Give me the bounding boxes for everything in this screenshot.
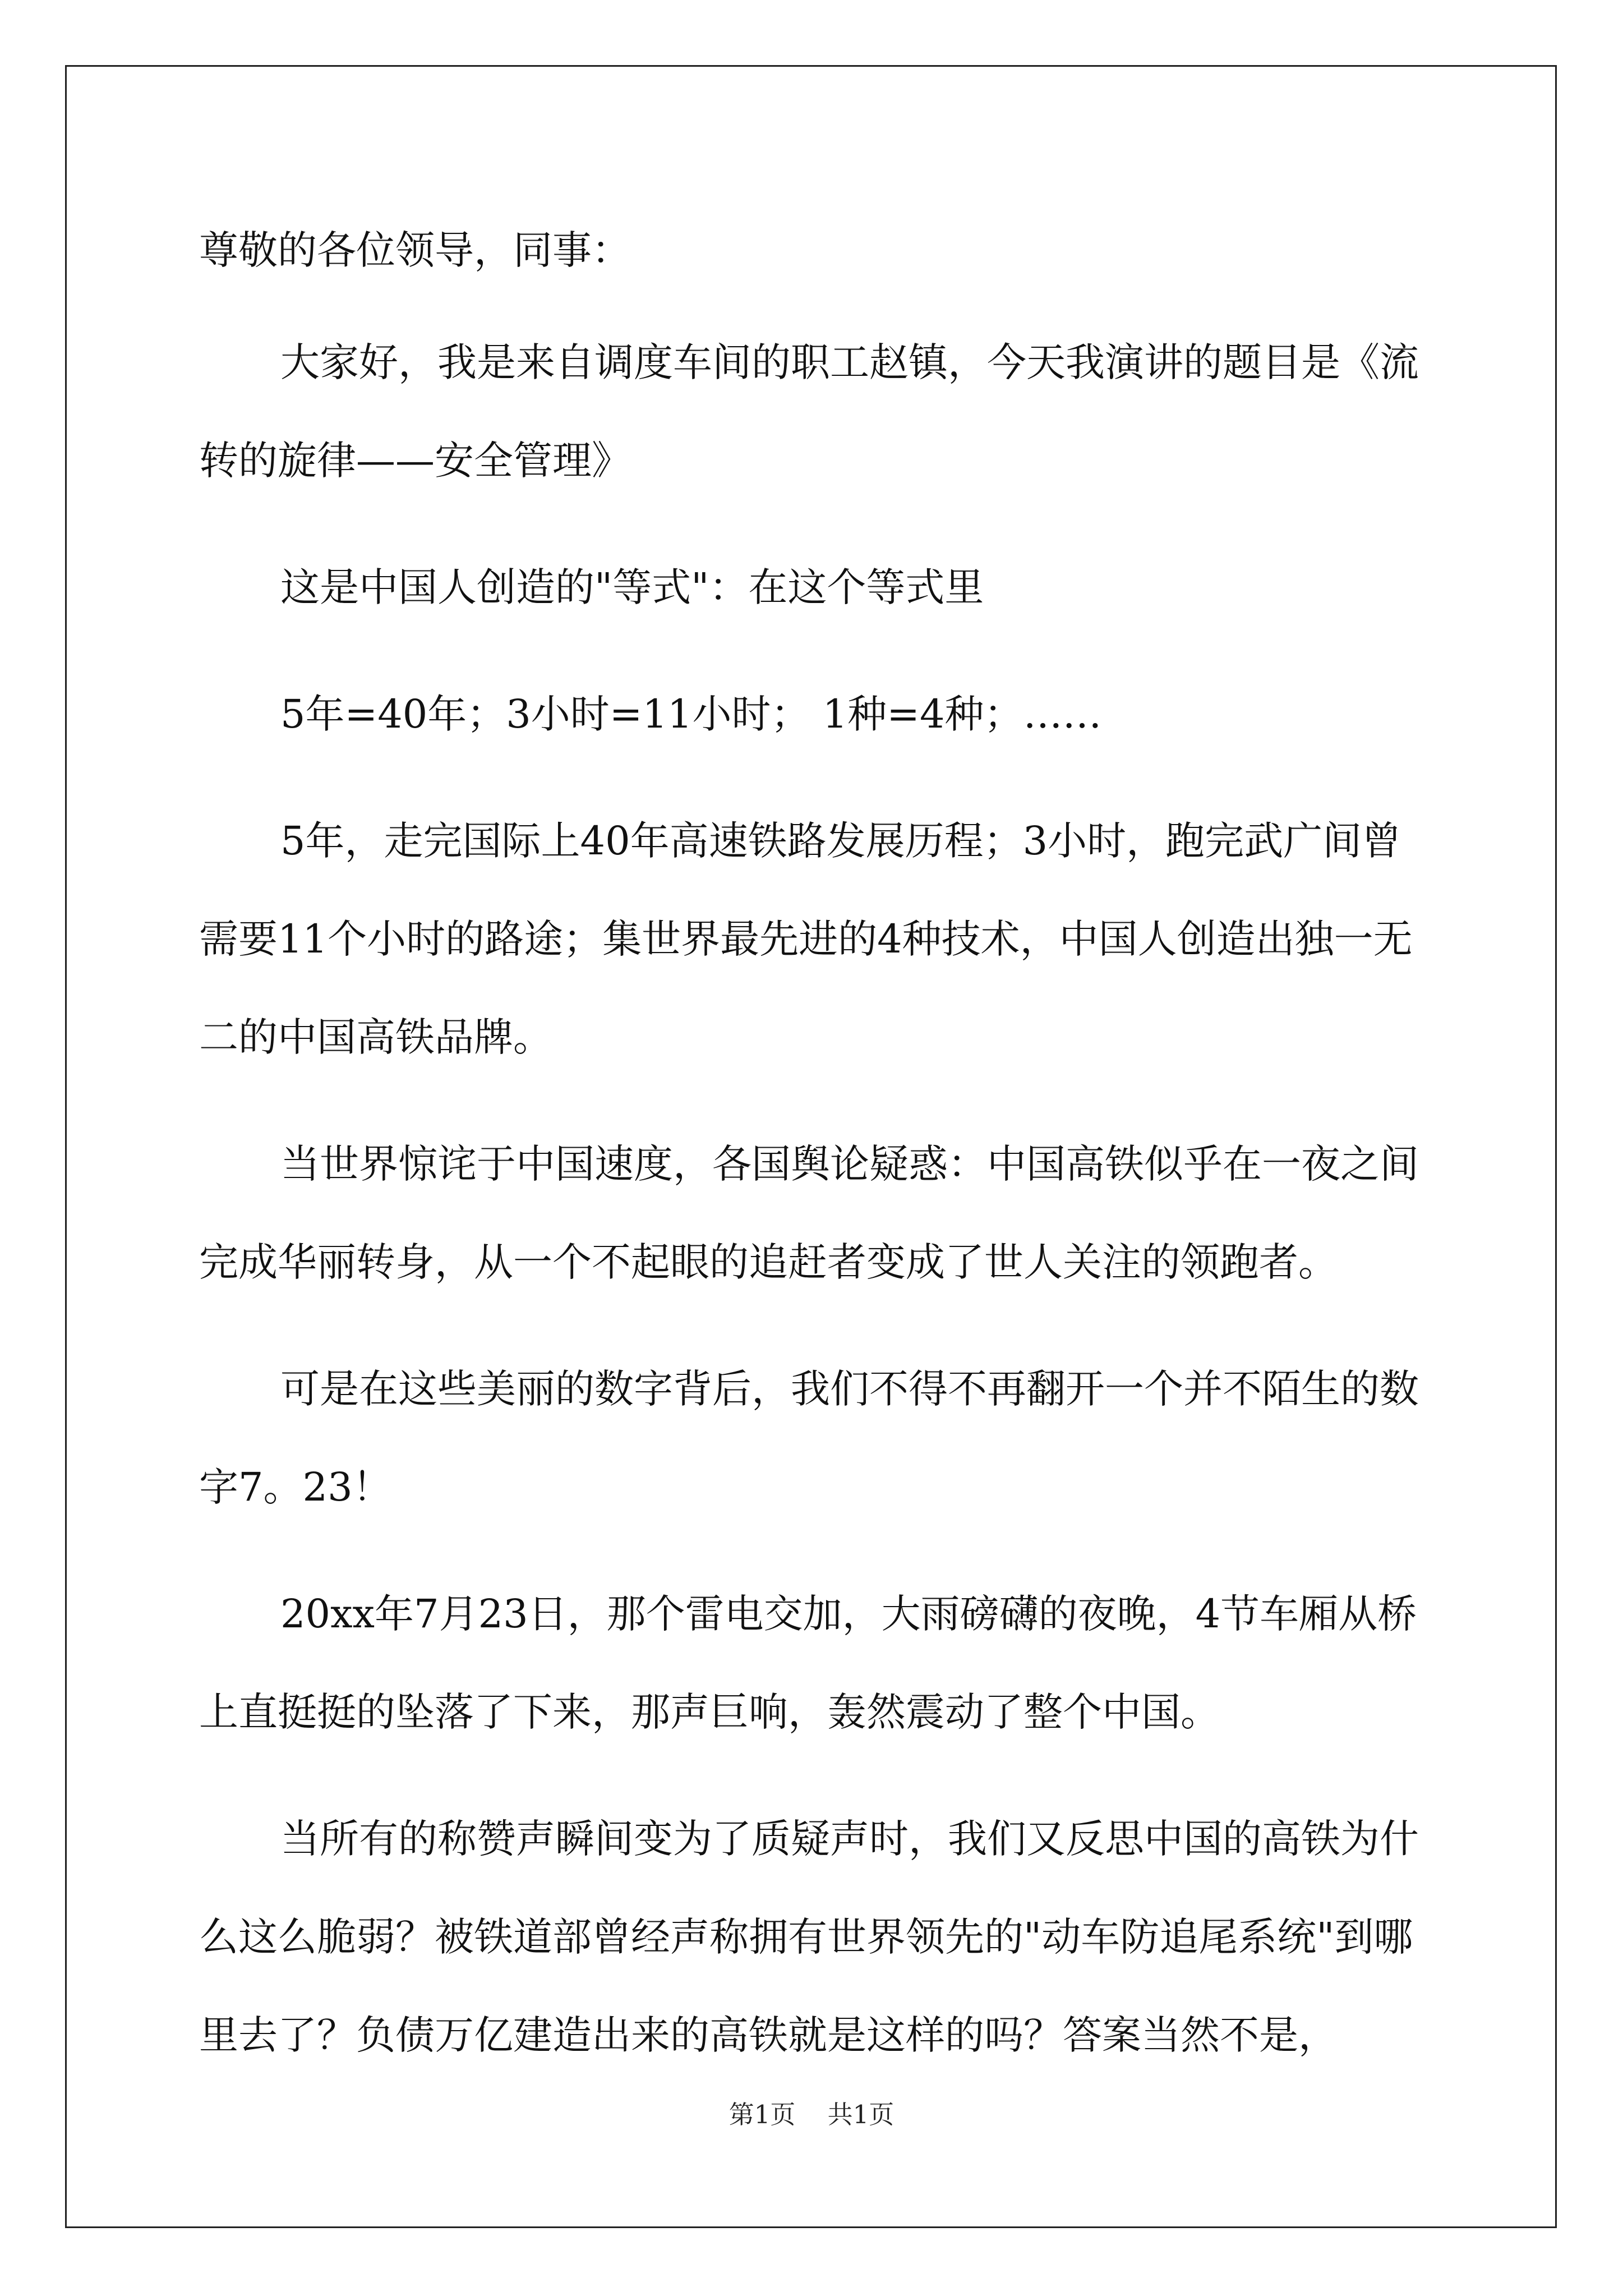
paragraph-world-reaction: 当世界惊诧于中国速度，各国舆论疑惑：中国高铁似乎在一夜之间完成华丽转身，从一个不起眼的追赶者变成了世人关注的领跑者。 [199,1141,1419,1285]
salutation: 尊敬的各位领导，同事： [199,227,631,273]
page-footer [0,2098,1623,2132]
paragraph-reflection: 当所有的称赞声瞬间变为了质疑声时，我们又反思中国的高铁为什么这么脆弱？被铁道部曾经声称拥有世界领先的"动车防追尾系统"到哪里去了？负债万亿建造出来的高铁就是这样的吗？答案当然不是， [199,1816,1419,2058]
paragraph-number-723: 可是在这些美丽的数字背后，我们不得不再翻开一个并不陌生的数字7。23！ [199,1366,1419,1510]
paragraph-explanation: 5年，走完国际上40年高速铁路发展历程；3小时，跑完武广间曾需要11个小时的路途；集世界最先进的4种技术，中国人创造出独一无二的中国高铁品牌。 [199,818,1413,1060]
paragraph-equations: 5年=40年；3小时=11小时； 1种=4种；…… [280,691,1102,737]
paragraph-accident: 20xx年7月23日，那个雷电交加，大雨磅礴的夜晚，4节车厢从桥上直挺挺的坠落了下来，那声巨响，轰然震动了整个中国。 [199,1591,1417,1735]
paragraph-equation-intro: 这是中国人创造的"等式"：在这个等式里 [280,564,984,610]
page-total: 共1页 [827,2100,895,2129]
page-number: 第1页 [728,2100,796,2129]
paragraph-intro: 大家好，我是来自调度车间的职工赵镇，今天我演讲的题目是《流转的旋律——安全管理》 [199,339,1419,484]
document-body [199,216,1438,2113]
